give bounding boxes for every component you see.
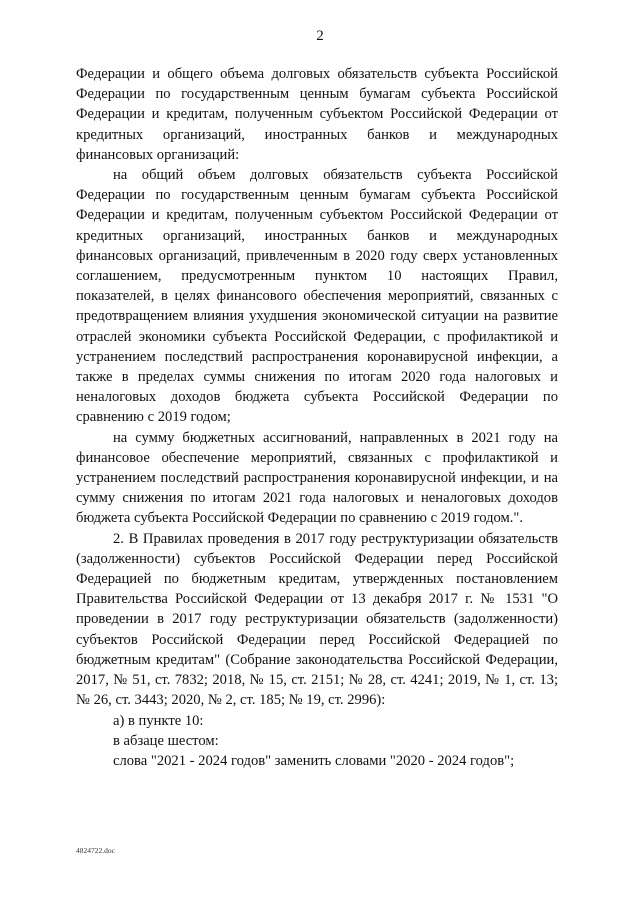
document-body: [76, 64, 558, 771]
page-number: 2: [316, 28, 324, 44]
footer-file-code: 4824722.doc: [76, 846, 115, 855]
paragraph-5: а) в пункте 10:: [113, 712, 204, 729]
paragraph-1: Федерации и общего объема долговых обязательств субъекта Российской Федерации по государственным ценным бумагам субъекта Российской Федерации и кредитам, полученным субъектом Российской Федерации от кредитных организаций, иностранных банков и международных финансовых организаций:: [76, 66, 558, 163]
paragraph-2: на общий объем долговых обязательств субъекта Российской Федерации по государственным ценным бумагам субъекта Российской Федерации и кредитам, полученным субъектом Российской Федерации от кредитных организаций, иностранных банков и международных финансовых организаций, привлеченным в 2020 году сверх установленных соглашением, предусмотренным пунктом 10 настоящих Правил, показателей, в целях финансового обеспечения мероприятий, связанных с предотвращением влияния ухудшения экономической ситуации на развитие отраслей экономики субъекта Российской Федерации, с профилактикой и устранением последствий распространения коронавирусной инфекции, а также в пределах суммы снижения по итогам 2020 года налоговых и неналоговых доходов бюджета субъекта Российской Федерации по сравнению с 2019 годом;: [76, 167, 558, 426]
paragraph-7: слова "2021 - 2024 годов" заменить словами "2020 - 2024 годов";: [113, 752, 515, 769]
paragraph-6: в абзаце шестом:: [113, 732, 219, 749]
paragraph-4: 2. В Правилах проведения в 2017 году реструктуризации обязательств (задолженности) субъектов Российской Федерации перед Российской Федерацией по бюджетным кредитам, утвержденных постановлением Правительства Российской Федерации от 13 декабря 2017 г. № 1531 "О проведении в 2017 году реструктуризации обязательств (задолженности) субъектов Российской Федерации перед Российской Федерацией по бюджетным кредитам" (Собрание законодательства Российской Федерации, 2017, № 51, ст. 7832; 2018, № 15, ст. 2151; № 28, ст. 4241; 2019, № 1, ст. 13; № 26, ст. 3443; 2020, № 2, ст. 185; № 19, ст. 2996):: [76, 530, 558, 709]
paragraph-3: на сумму бюджетных ассигнований, направленных в 2021 году на финансовое обеспечение мероприятий, связанных с профилактикой и устранением последствий распространения коронавирусной инфекции, и на сумму снижения по итогам 2021 года налоговых и неналоговых доходов бюджета субъекта Российской Федерации по сравнению с 2019 годом.".: [76, 429, 558, 527]
